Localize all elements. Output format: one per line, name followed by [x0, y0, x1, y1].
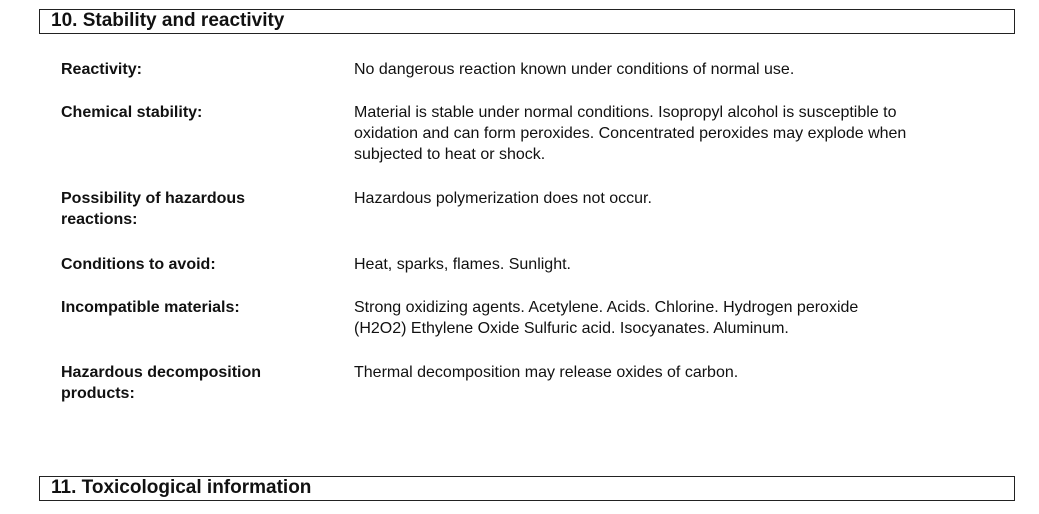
incompatible-materials-value: [354, 297, 1004, 339]
chemical-stability-label: Chemical stability:: [61, 104, 203, 121]
hazardous-decomposition-value: Thermal decomposition may release oxides of carbon.: [354, 364, 739, 381]
incompatible-materials-value-line: (H2O2) Ethylene Oxide Sulfuric acid. Isocyanates. Aluminum.: [354, 320, 789, 337]
hazardous-decomposition-label: [61, 362, 331, 404]
incompatible-materials-label: Incompatible materials:: [61, 299, 240, 316]
reactivity-value: No dangerous reaction known under conditions of normal use.: [354, 61, 795, 78]
hazardous-reactions-label: [61, 188, 331, 230]
hazardous-reactions-label-line: reactions:: [61, 211, 138, 228]
hazardous-reactions-value: Hazardous polymerization does not occur.: [354, 190, 652, 207]
section-10-header: [39, 9, 1015, 34]
chemical-stability-value-line: oxidation and can form peroxides. Concentrated peroxides may explode when: [354, 125, 907, 142]
reactivity-label: Reactivity:: [61, 61, 142, 78]
chemical-stability-value-line: Material is stable under normal conditions. Isopropyl alcohol is susceptible to: [354, 104, 897, 121]
hazardous-decomposition-label-line: Hazardous decomposition: [61, 364, 262, 381]
conditions-to-avoid-label: Conditions to avoid:: [61, 256, 216, 273]
chemical-stability-value: [354, 102, 1004, 165]
section-11-title: 11. Toxicological information: [51, 477, 312, 498]
conditions-to-avoid-value: Heat, sparks, flames. Sunlight.: [354, 256, 571, 273]
section-11-header: [39, 476, 1015, 501]
hazardous-reactions-label-line: Possibility of hazardous: [61, 190, 246, 207]
incompatible-materials-value-line: Strong oxidizing agents. Acetylene. Acids. Chlorine. Hydrogen peroxide: [354, 299, 859, 316]
section-10-title: 10. Stability and reactivity: [51, 10, 285, 31]
hazardous-decomposition-label-line: products:: [61, 385, 135, 402]
chemical-stability-value-line: subjected to heat or shock.: [354, 146, 546, 163]
